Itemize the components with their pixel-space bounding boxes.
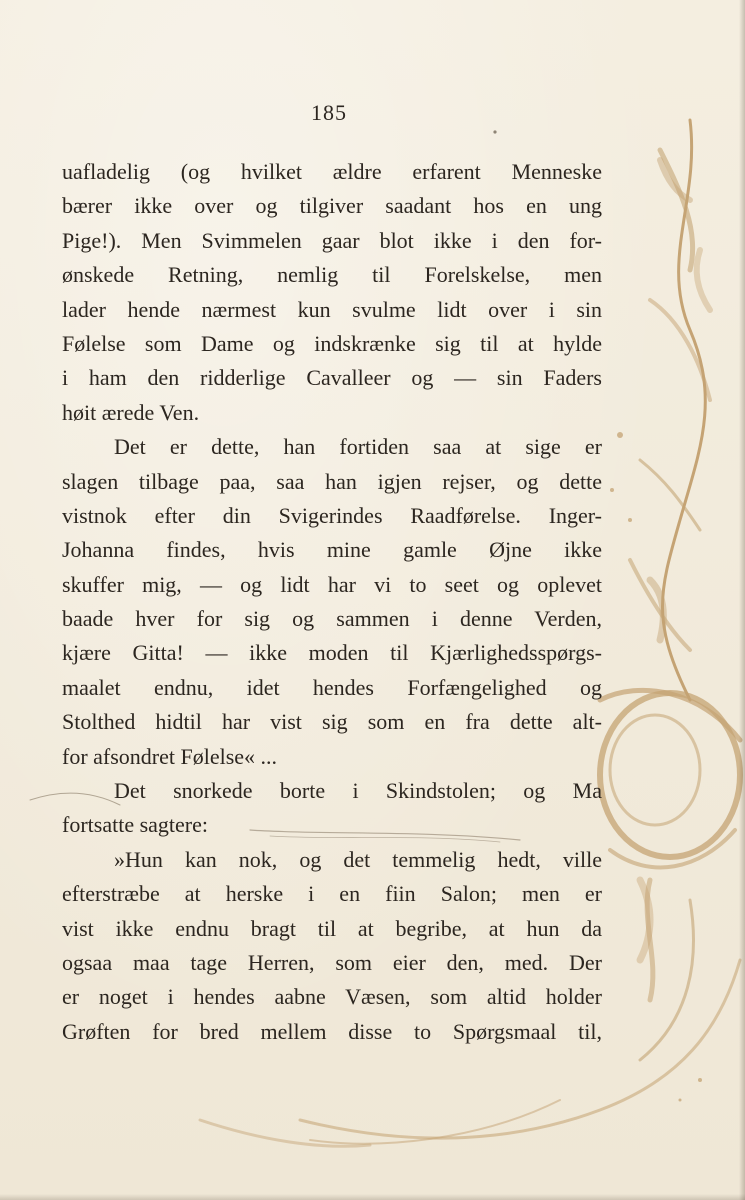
text-line: Det er dette, han fortiden saa at sige er	[114, 434, 602, 460]
text-line: Det snorkede borte i Skindstolen; og Ma	[114, 778, 602, 804]
text-line: uafladelig (og hvilket ældre erfarent Menneske	[62, 159, 602, 184]
body-text	[62, 155, 602, 1049]
text-line: kjære Gitta! — ikke moden til Kjærlighedsspørgs-	[62, 640, 602, 666]
text-line: ogsaa maa tage Herren, som eier den, med. Der	[62, 949, 602, 975]
text-line: ønskede Retning, nemlig til Forelskelse, men	[62, 262, 602, 288]
text-line: vistnok efter din Svigerindes Raadførelse. Inger-	[62, 502, 602, 528]
text-line: bærer ikke over og tilgiver saadant hos en ung	[62, 193, 602, 219]
text-line: er noget i hendes aabne Væsen, som altid holder	[62, 984, 602, 1010]
page-bottom-shadow	[0, 1194, 745, 1200]
text-line: maalet endnu, idet hendes Forfængelighed og	[62, 674, 602, 700]
text-line: vist ikke endnu bragt til at begribe, at hun da	[62, 915, 602, 941]
text-line: Grøften for bred mellem disse to Spørgsmaal til,	[62, 1018, 602, 1044]
text-line: lader hende nærmest kun svulme lidt over i sin	[62, 296, 602, 322]
text-line: fortsatte sagtere:	[62, 812, 208, 838]
text-line: efterstræbe at herske i en fiin Salon; men er	[62, 881, 602, 907]
text-line: baade hver for sig og sammen i denne Verden,	[62, 606, 602, 632]
text-line: høit ærede Ven.	[62, 399, 200, 425]
text-line: Stolthed hidtil har vist sig som en fra dette alt-	[62, 709, 602, 735]
page-edge-shadow	[739, 0, 745, 1200]
text-line: Følelse som Dame og indskrænke sig til at hylde	[62, 330, 602, 356]
text-line: skuffer mig, — og lidt har vi to seet og oplevet	[62, 571, 602, 597]
text-line: Johanna findes, hvis mine gamle Øjne ikke	[62, 537, 602, 563]
text-line: »Hun kan nok, og det temmelig hedt, ville	[114, 846, 602, 872]
text-line: i ham den ridderlige Cavalleer og — sin Faders	[62, 365, 602, 391]
text-line: slagen tilbage paa, saa han igjen rejser, og dette	[62, 468, 602, 494]
text-line: Pige!). Men Svimmelen gaar blot ikke i den for-	[62, 227, 602, 253]
text-line: for afsondret Følelse« ...	[62, 743, 278, 769]
page-number: 185	[311, 100, 347, 125]
